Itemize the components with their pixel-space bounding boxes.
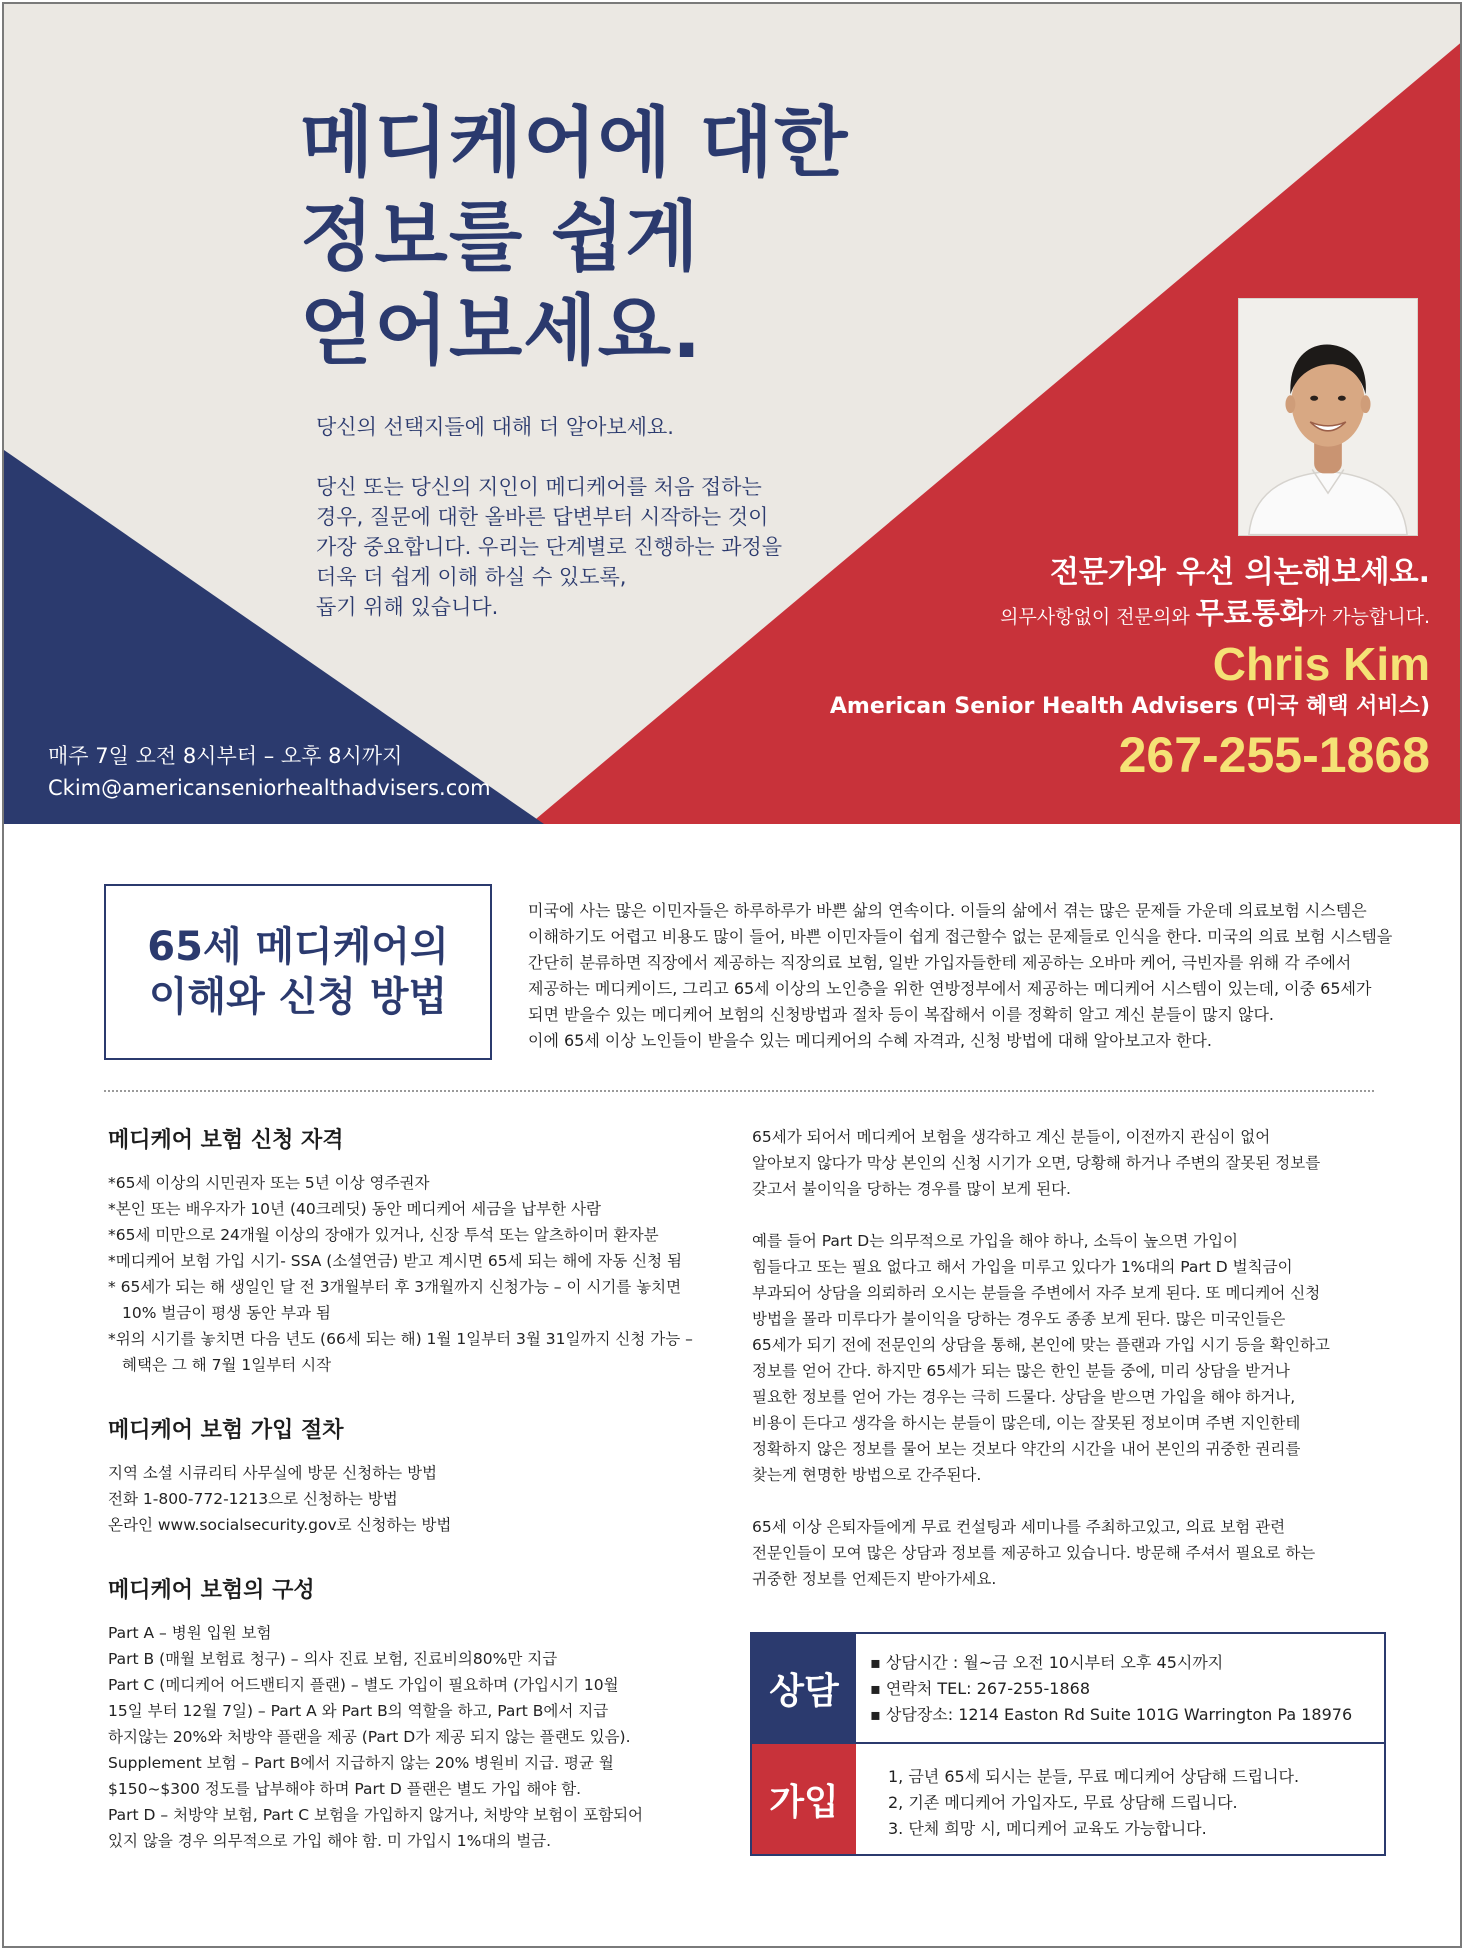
consult-table <box>750 1632 1386 1856</box>
procedure-item: 전화 1-800-772-1213으로 신청하는 방법 <box>108 1490 398 1508</box>
page-frame <box>2 2 1462 1948</box>
right-para-line: 부과되어 상담을 의뢰하러 오시는 분들을 주변에서 자주 보게 된다. 또 메디케어 신청 <box>752 1284 1321 1302</box>
hero-body-line: 경우, 질문에 대한 올바른 답변부터 시작하는 것이 <box>316 505 769 529</box>
join-details <box>888 1764 1299 1842</box>
eligibility-item: * 65세가 되는 해 생일인 달 전 3개월부터 후 3개월까지 신청가능 – 이 시기를 놓치면 <box>108 1278 682 1296</box>
right-para-line: 방법을 몰라 미루다가 불이익을 당하는 경우도 종종 보게 된다. 많은 미국인들은 <box>752 1310 1286 1328</box>
right-para-line: 갖고서 불이익을 당하는 경우를 많이 보게 된다. <box>752 1180 1071 1198</box>
procedure-heading: 메디케어 보험 가입 절차 <box>108 1418 344 1443</box>
intro-line: 이에 65세 이상 노인들이 받을수 있는 메디케어의 수혜 자격과, 신청 방법에 대해 알아보고자 한다. <box>528 1031 1212 1050</box>
join-row <box>752 1744 1384 1854</box>
hero-title-line: 얻어보세요. <box>300 286 702 375</box>
procedure-item: 온라인 www.socialsecurity.gov로 신청하는 방법 <box>108 1516 452 1534</box>
intro-line: 되면 받을수 있는 메디케어 보험의 신청방법과 절차 등이 복잡해서 이를 정확히 알고 계신 분들이 많지 않다. <box>528 1005 1274 1024</box>
hero-subtitle: 당신의 선택지들에 대해 더 알아보세요. <box>316 415 674 439</box>
eligibility-item: 혜택은 그 해 7월 1일부터 시작 <box>122 1356 332 1374</box>
composition-item: Part B (매월 보험료 청구) – 의사 진료 보험, 진료비의80%만 지급 <box>108 1650 558 1668</box>
contact-hours <box>48 740 491 804</box>
right-para-line: 전문인들이 모여 많은 상담과 정보를 제공하고 있습니다. 방문해 주셔서 필요로 하는 <box>752 1544 1316 1562</box>
expert-headline: 전문가와 우선 의논해보세요. <box>1049 555 1430 590</box>
right-para-line: 비용이 든다고 생각을 하시는 분들이 많은데, 이는 잘못된 정보이며 주변 지인한테 <box>752 1414 1301 1432</box>
hero-section <box>4 4 1462 824</box>
intro-title-line: 이해와 신청 방법 <box>148 974 448 1020</box>
intro-title-box <box>104 884 492 1060</box>
eligibility-item: *본인 또는 배우자가 10년 (40크레딧) 동안 메디케어 세금을 납부한 사람 <box>108 1200 601 1218</box>
intro-line: 이해하기도 어렵고 비용도 많이 들어, 바쁜 이민자들이 쉽게 접근할수 없는 문제들로 인식을 한다. 미국의 의료 보험 시스템을 <box>528 927 1393 946</box>
right-para-line: 65세 이상 은퇴자들에게 무료 컨설팅과 세미나를 주최하고있고, 의료 보험 관련 <box>752 1518 1286 1536</box>
free-call-emphasis: 무료통화 <box>1195 596 1308 630</box>
consult-phone: ▪ 연락처 TEL: 267-255-1868 <box>870 1679 1091 1698</box>
consult-hours: ▪ 상담시간 : 월~금 오전 10시부터 오후 45시까지 <box>870 1653 1224 1672</box>
email-link[interactable]: Ckim@americanseniorhealthadvisers.com <box>48 776 491 800</box>
right-para-line: 귀중한 정보를 언제든지 받아가세요. <box>752 1570 997 1588</box>
right-para-line: 정확하지 않은 정보를 물어 보는 것보다 약간의 시간을 내어 본인의 귀중한 권리를 <box>752 1440 1301 1458</box>
composition-item: Part A – 병원 입원 보험 <box>108 1624 272 1642</box>
right-para-line: 힘들다고 또는 필요 없다고 해서 가입을 미루고 있다가 1%대의 Part D 벌칙금이 <box>752 1258 1293 1276</box>
intro-line: 간단히 분류하면 직장에서 제공하는 직장의료 보험, 일반 가입자들한테 제공하는 오바마 케어, 극빈자를 위해 각 주에서 <box>528 953 1352 972</box>
hero-title <box>300 96 940 378</box>
right-para-line: 필요한 정보를 얻어 가는 경우는 극히 드물다. 상담을 받으면 가입을 해야 하거나, <box>752 1388 1296 1406</box>
consult-label: 상담 <box>752 1634 856 1742</box>
eligibility-heading: 메디케어 보험 신청 자격 <box>108 1128 344 1153</box>
right-para-line: 65세가 되기 전에 전문인의 상담을 통해, 본인에 맞는 플랜과 가입 시기 등을 확인하고 <box>752 1336 1330 1354</box>
right-para-line: 정보를 얻어 간다. 하지만 65세가 되는 많은 한인 분들 중에, 미리 상담을 받거나 <box>752 1362 1290 1380</box>
procedure-item: 지역 소셜 시큐리티 사무실에 방문 신청하는 방법 <box>108 1464 438 1482</box>
eligibility-item: *65세 미만으로 24개월 이상의 장애가 있거나, 신장 투석 또는 알츠하이머 환자분 <box>108 1226 659 1244</box>
hero-body-line: 당신 또는 당신의 지인이 메디케어를 처음 접하는 <box>316 475 762 499</box>
join-label: 가입 <box>752 1744 856 1854</box>
eligibility-item: 10% 벌금이 평생 동안 부과 됨 <box>122 1304 331 1322</box>
left-column <box>108 1124 708 1854</box>
free-call-suffix: 가 가능합니다. <box>1307 606 1430 628</box>
expert-contact-block <box>830 552 1430 788</box>
consult-details <box>870 1650 1352 1728</box>
join-item: 1, 금년 65세 되시는 분들, 무료 메디케어 상담해 드립니다. <box>888 1767 1300 1786</box>
composition-item: Supplement 보험 – Part B에서 지급하지 않는 20% 병원비 지급. 평균 월 <box>108 1754 614 1772</box>
hero-body-line: 돕기 위해 있습니다. <box>316 595 499 619</box>
free-call-line <box>830 594 1430 636</box>
eligibility-item: *메디케어 보험 가입 시기- SSA (소셜연금) 받고 계시면 65세 되는 해에 자동 신청 됨 <box>108 1252 682 1270</box>
eligibility-item: *위의 시기를 놓치면 다음 년도 (66세 되는 해) 1월 1일부터 3월 31일까지 신청 가능 – <box>108 1330 693 1348</box>
hero-title-line: 정보를 쉽게 <box>300 192 700 281</box>
advisor-name: Chris Kim <box>1212 638 1430 690</box>
right-column <box>752 1124 1402 1592</box>
hours-text: 매주 7일 오전 8시부터 – 오후 8시까지 <box>48 744 403 768</box>
right-para-line: 예를 들어 Part D는 의무적으로 가입을 해야 하나, 소득이 높으면 가입이 <box>752 1232 1239 1250</box>
right-para-line: 65세가 되어서 메디케어 보험을 생각하고 계신 분들이, 이전까지 관심이 없어 <box>752 1128 1271 1146</box>
free-call-prefix: 의무사항없이 전문의와 <box>1000 606 1196 628</box>
section-divider <box>104 1090 1374 1092</box>
consult-address: ▪ 상담장소: 1214 Easton Rd Suite 101G Warrington Pa 18976 <box>870 1705 1353 1724</box>
hero-body <box>316 472 836 622</box>
person-photo-icon <box>1239 299 1417 535</box>
hero-title-line: 메디케어에 대한 <box>300 98 849 187</box>
composition-item: $150~$300 정도를 납부해야 하며 Part D 플랜은 별도 가입 해야 함. <box>108 1780 582 1798</box>
intro-line: 미국에 사는 많은 이민자들은 하루하루가 바쁜 삶의 연속이다. 이들의 삶에서 겪는 많은 문제들 가운데 의료보험 시스템은 <box>528 901 1367 920</box>
join-item: 2, 기존 메디케어 가입자도, 무료 상담해 드립니다. <box>888 1793 1238 1812</box>
eligibility-item: *65세 이상의 시민권자 또는 5년 이상 영주권자 <box>108 1174 430 1192</box>
intro-paragraph <box>528 898 1393 1054</box>
composition-item: 15일 부터 12월 7일) – Part A 와 Part B의 역할을 하고, Part B에서 지급 <box>108 1702 609 1720</box>
person-photo <box>1238 298 1418 536</box>
intro-title-line: 65세 메디케어의 <box>147 924 449 970</box>
composition-item: 있지 않을 경우 의무적으로 가입 해야 함. 미 가입시 1%대의 벌금. <box>108 1832 552 1850</box>
right-para-line: 찾는게 현명한 방법으로 간주된다. <box>752 1466 982 1484</box>
composition-item: 하지않는 20%와 처방약 플랜을 제공 (Part D가 제공 되지 않는 플랜도 있음). <box>108 1728 631 1746</box>
advisor-phone[interactable]: 267-255-1868 <box>1118 727 1430 783</box>
hero-body-line: 더욱 더 쉽게 이해 하실 수 있도록, <box>316 565 627 589</box>
composition-item: Part C (메디케어 어드밴티지 플랜) – 별도 가입이 필요하며 (가입시기 10월 <box>108 1676 619 1694</box>
composition-heading: 메디케어 보험의 구성 <box>108 1578 315 1603</box>
right-para-line: 알아보지 않다가 막상 본인의 신청 시기가 오면, 당황해 하거나 주변의 잘못된 정보를 <box>752 1154 1321 1172</box>
join-item: 3. 단체 희망 시, 메디케어 교육도 가능합니다. <box>888 1819 1207 1838</box>
intro-line: 제공하는 메디케이드, 그리고 65세 이상의 노인층을 위한 연방정부에서 제공하는 메디케어 시스템이 있는데, 이중 65세가 <box>528 979 1372 998</box>
advisor-organization: American Senior Health Advisers (미국 혜택 서비스) <box>829 694 1430 719</box>
composition-item: Part D – 처방약 보험, Part C 보험을 가입하지 않거나, 처방약 보험이 포함되어 <box>108 1806 644 1824</box>
consult-row <box>752 1634 1384 1744</box>
hero-body-line: 가장 중요합니다. 우리는 단계별로 진행하는 과정을 <box>316 535 783 559</box>
